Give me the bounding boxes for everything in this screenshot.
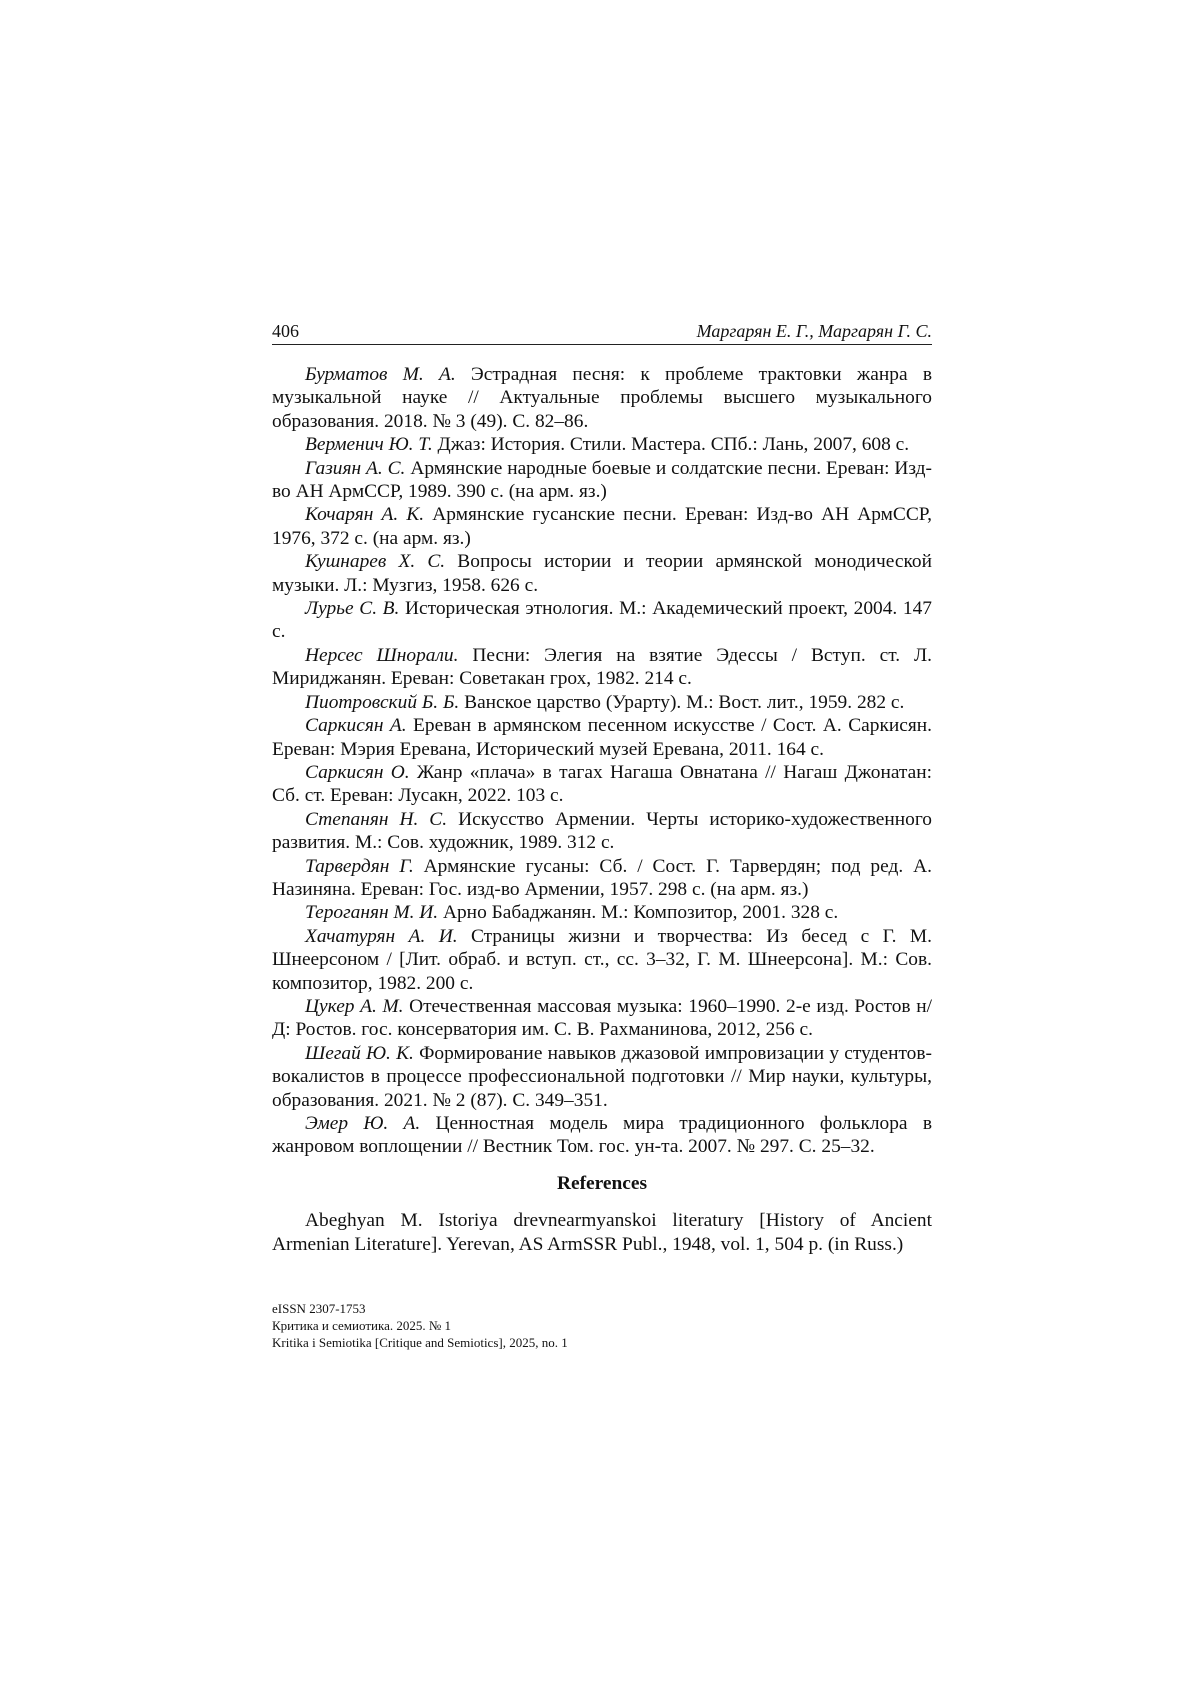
bibliography-entry xyxy=(272,457,932,504)
footer-journal-en: Kritika i Semiotika [Critique and Semiotics], 2025, no. 1 xyxy=(272,1334,932,1351)
bibliography-entry-text: Эстрадная песня: к проблеме трактовки жанра в музыкальной науке // Актуальные проблемы высшего музыкального образования. 2018. № 3 (49). С. 82–86. xyxy=(272,364,932,432)
bibliography-entry-text: Формирование навыков джазовой импровизации у студентов-вокалистов в процессе профессиональной подготовки // Мир науки, культуры, образования. 2021. № 2 (87). С. 349–351. xyxy=(272,1043,932,1111)
document-page xyxy=(272,0,932,1697)
bibliography-entry-text: Вопросы истории и теории армянской монодической музыки. Л.: Музгиз, 1958. 626 с. xyxy=(272,551,932,595)
bibliography-entry-text: Арно Бабаджанян. М.: Композитор, 2001. 328 с. xyxy=(438,902,838,923)
bibliography-entry-text: Армянские гусаны: Сб. / Сост. Г. Тарвердян; под ред. А. Назиняна. Ереван: Гос. изд-во Армении, 1957. 298 с. (на арм. яз.) xyxy=(272,856,932,900)
bibliography-entry-text: Ереван в армянском песенном искусстве / Сост. А. Саркисян. Ереван: Мэрия Еревана, Исторический музей Еревана, 2011. 164 с. xyxy=(272,715,932,759)
bibliography-entry xyxy=(272,995,932,1042)
bibliography-entry-author: Кушнарев Х. С. xyxy=(305,551,445,572)
header-authors: Маргарян Е. Г., Маргарян Г. С. xyxy=(697,320,932,342)
bibliography-entry xyxy=(272,550,932,597)
footer-issn: eISSN 2307-1753 xyxy=(272,1300,932,1317)
reference-entry: Abeghyan M. Istoriya drevnearmyanskoi literatury [History of Ancient Armenian Literature]. Yerevan, AS ArmSSR Publ., 1948, vol. 1, 504 p. (in Russ.) xyxy=(272,1209,932,1256)
footer-journal-ru: Критика и семиотика. 2025. № 1 xyxy=(272,1317,932,1334)
bibliography-entry-author: Пиотровский Б. Б. xyxy=(305,692,459,713)
bibliography-entry xyxy=(272,597,932,644)
bibliography-entry-text: Ванское царство (Урарту). М.: Вост. лит., 1959. 282 с. xyxy=(459,692,904,713)
bibliography-entry-author: Тероганян М. И. xyxy=(305,902,438,923)
bibliography-entry-text: Ценностная модель мира традиционного фольклора в жанровом воплощении // Вестник Том. гос. ун-та. 2007. № 297. С. 25–32. xyxy=(272,1113,932,1157)
page-number: 406 xyxy=(272,320,299,342)
bibliography-entry-author: Шегай Ю. К. xyxy=(305,1043,414,1064)
bibliography-entry-author: Цукер А. М. xyxy=(305,996,403,1017)
bibliography-entry-text: Страницы жизни и творчества: Из бесед с Г. М. Шнеерсоном / [Лит. обраб. и вступ. ст., сс. 3–32, Г. М. Шнеерсона]. М.: Сов. композитор, 1982. 200 с. xyxy=(272,926,932,994)
bibliography-list xyxy=(272,363,932,1159)
bibliography-entry-author: Бурматов М. А. xyxy=(305,364,456,385)
bibliography-entry xyxy=(272,925,932,995)
bibliography-entry xyxy=(272,901,932,924)
bibliography-entry xyxy=(272,433,932,456)
bibliography-entry-text: Историческая этнология. М.: Академический проект, 2004. 147 с. xyxy=(272,598,932,642)
bibliography-entry-text: Жанр «плача» в тагах Нагаша Овнатана // Нагаш Джонатан: Сб. ст. Ереван: Лусакн, 2022. 103 с. xyxy=(272,762,932,806)
bibliography-entry-author: Кочарян А. К. xyxy=(305,504,424,525)
bibliography-entry-author: Саркисян А. xyxy=(305,715,407,736)
running-header xyxy=(272,318,932,345)
bibliography-entry-author: Саркисян О. xyxy=(305,762,410,783)
bibliography-entry xyxy=(272,1042,932,1112)
bibliography-entry-author: Эмер Ю. А. xyxy=(305,1113,420,1134)
bibliography-entry-author: Газиян А. С. xyxy=(305,458,405,479)
bibliography-entry-author: Нерсес Шнорали. xyxy=(305,645,458,666)
bibliography-entry xyxy=(272,761,932,808)
bibliography xyxy=(272,363,932,1256)
bibliography-entry-text: Джаз: История. Стили. Мастера. СПб.: Лань, 2007, 608 с. xyxy=(433,434,909,455)
bibliography-entry-author: Степанян Н. С. xyxy=(305,809,447,830)
bibliography-entry-author: Хачатурян А. И. xyxy=(305,926,458,947)
bibliography-entry-text: Песни: Элегия на взятие Эдессы / Вступ. ст. Л. Мириджанян. Ереван: Советакан грох, 1982. 214 с. xyxy=(272,645,932,689)
bibliography-entry-text: Отечественная массовая музыка: 1960–1990. 2-е изд. Ростов н/Д: Ростов. гос. консерватория им. С. В. Рахманинова, 2012, 256 с. xyxy=(272,996,932,1040)
bibliography-entry xyxy=(272,503,932,550)
bibliography-entry-author: Тарвердян Г. xyxy=(305,856,414,877)
references-list xyxy=(272,1209,932,1256)
bibliography-entry-author: Лурье С. В. xyxy=(305,598,399,619)
bibliography-entry xyxy=(272,808,932,855)
bibliography-entry-author: Верменич Ю. Т. xyxy=(305,434,433,455)
bibliography-entry-text: Искусство Армении. Черты историко-художественного развития. М.: Сов. художник, 1989. 312 с. xyxy=(272,809,932,853)
bibliography-entry xyxy=(272,363,932,433)
bibliography-entry xyxy=(272,714,932,761)
bibliography-entry-text: Армянские народные боевые и солдатские песни. Ереван: Изд-во АН АрмССР, 1989. 390 с. (на арм. яз.) xyxy=(272,458,932,502)
bibliography-entry xyxy=(272,691,932,714)
bibliography-entry-text: Армянские гусанские песни. Ереван: Изд-во АН АрмССР, 1976, 372 с. (на арм. яз.) xyxy=(272,504,932,548)
journal-footer xyxy=(272,1300,932,1351)
references-heading: References xyxy=(272,1172,932,1195)
bibliography-entry xyxy=(272,855,932,902)
bibliography-entry xyxy=(272,1112,932,1159)
bibliography-entry xyxy=(272,644,932,691)
